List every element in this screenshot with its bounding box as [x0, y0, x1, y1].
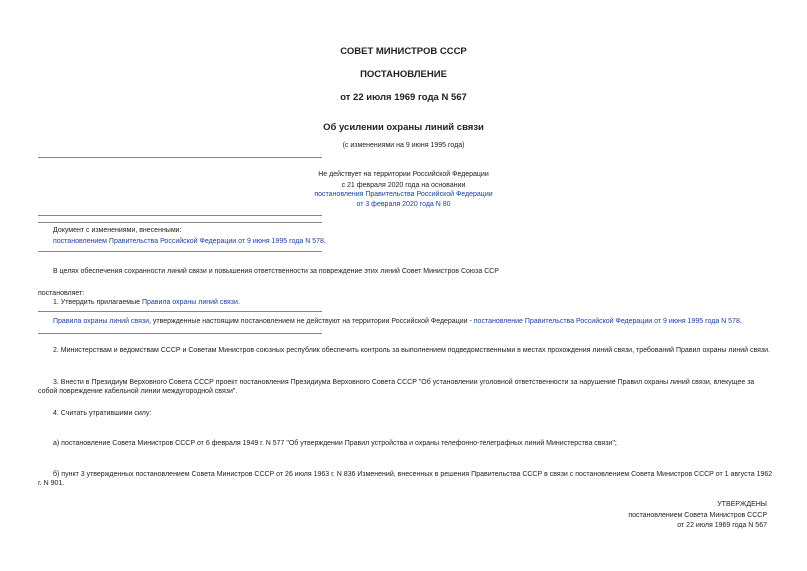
document-title: Об усилении охраны линий связи: [323, 122, 484, 133]
document-date-number: от 22 июля 1969 года N 567: [340, 92, 467, 103]
item-1-prefix: 1. Утвердить прилагаемые: [53, 299, 142, 306]
intro-paragraph: В целях обеспечения сохранности линий связи и повышения ответственности за повреждение этих линий Совет Министров Союза ССР: [53, 268, 499, 275]
changes-link[interactable]: постановлением Правительства Российской Федерации от 9 июня 1995 года N 578: [53, 238, 324, 245]
notice-line-2: с 21 февраля 2020 года на основании: [341, 182, 466, 189]
notice-link-line-1[interactable]: постановления Правительства Российской Федерации: [314, 191, 493, 198]
item-1: [53, 298, 240, 307]
notice-line-1: Не действует на территории Российской Федерации: [318, 171, 489, 178]
item-3: 3. Внести в Президиум Верховного Совета СССР проект постановления Президиума Верховного Совета СССР "Об установлении уголовной ответственности за нарушение Правил охраны линий связи, влекущее за собой повреждение кабельной линии междугородной связи".: [38, 379, 755, 395]
approved-line-1: УТВЕРЖДЕНЫ: [717, 501, 767, 508]
divider: [38, 311, 322, 312]
divider: [38, 333, 322, 334]
approved-line-2: постановлением Совета Министров СССР: [628, 512, 767, 519]
item-2: 2. Министерствам и ведомствам СССР и Советам Министров союзных республик обеспечить контроль за выполнением подведомственными в местах прохождения линий связи, требований Правил охраны линий связи.: [53, 347, 771, 354]
changes-line: [53, 237, 326, 246]
decrees-label: постановляет:: [38, 290, 85, 297]
document-type: ПОСТАНОВЛЕНИЕ: [360, 69, 447, 80]
amendments-note: (с изменениями на 9 июня 1995 года): [342, 142, 465, 149]
approved-line-3: от 22 июля 1969 года N 567: [677, 522, 767, 529]
item-4: 4. Считать утратившими силу:: [53, 410, 152, 417]
note-period: .: [739, 318, 742, 325]
changes-period: .: [323, 238, 326, 245]
divider: [38, 215, 322, 216]
notice-link-line-2[interactable]: от 3 февраля 2020 года N 80: [356, 201, 451, 208]
note-line: [53, 317, 742, 326]
changes-label: Документ с изменениями, внесенными:: [53, 227, 182, 234]
item-1-link[interactable]: Правила охраны линий связи: [141, 299, 238, 306]
note-text: , утвержденные настоящим постановлением не действуют на территории Российской Федерации -: [149, 318, 474, 325]
note-link-rules[interactable]: Правила охраны линий связи: [53, 318, 149, 325]
issuing-authority: СОВЕТ МИНИСТРОВ СССР: [340, 46, 467, 57]
divider: [38, 251, 322, 252]
item-4b: б) пункт 3 утвержденных постановлением Совета Министров СССР от 26 июля 1963 г. N 836 Изменений, внесенных в решения Правительства СССР в связи с постановлением Совета Министров СССР от 1 августа 1962 г. N 901.: [38, 471, 773, 487]
note-link-resolution[interactable]: постановление Правительства Российской Федерации от 9 июня 1995 года N 578: [473, 318, 740, 325]
divider: [38, 222, 322, 223]
item-1-suffix: .: [237, 299, 240, 306]
item-4a: а) постановление Совета Министров СССР от 6 февраля 1949 г. N 577 "Об утверждении Правил устройства и охраны телефонно-телеграфных линий Министерства связи";: [53, 440, 617, 447]
divider: [38, 157, 322, 158]
